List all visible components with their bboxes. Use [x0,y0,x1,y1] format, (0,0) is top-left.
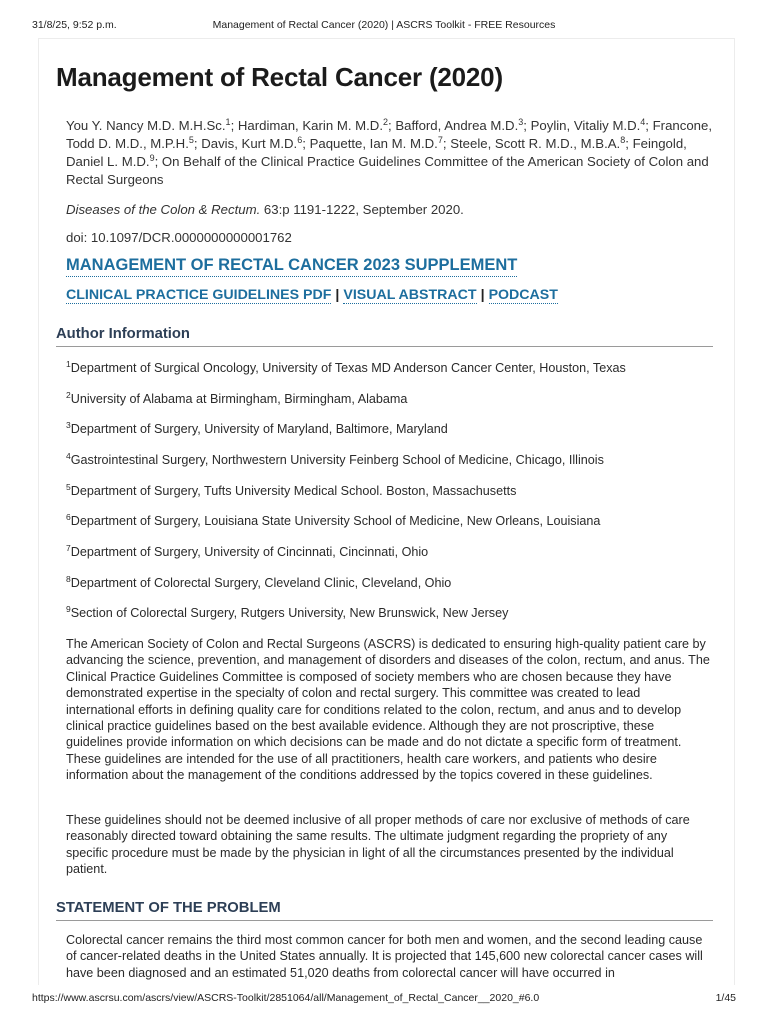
affiliation-text: Section of Colorectal Surgery, Rutgers University, New Brunswick, New Jersey [70,606,509,620]
affiliation-number: 8 [66,574,71,584]
affiliation-item [66,484,516,498]
author-affiliation-number: 1 [225,117,231,127]
author-name: Steele, Scott R. M.D., M.B.A. [450,136,621,151]
author-name: Paquette, Ian M. M.D. [309,136,438,151]
affiliation-item [66,606,508,620]
disclaimer-paragraph: These guidelines should not be deemed inclusive of all proper methods of care nor exclusive of methods of care reasonably directed toward obtaining the same results. The ultimate judgment regarding the propriety of any specific procedure must be made by the physician in light of all the circumstances presented by the individual patient. [66,813,690,877]
author-affiliation-number: 4 [640,117,646,127]
journal-citation [66,202,464,217]
doi: doi: 10.1097/DCR.0000000000001762 [66,230,292,245]
affiliation-item [66,514,600,528]
author-affiliation-number: 8 [620,135,626,145]
author-name: Davis, Kurt M.D. [201,136,298,151]
author-name: Poylin, Vitaliy M.D. [530,118,641,133]
affiliation-number: 6 [66,512,71,522]
guidelines-pdf-link[interactable]: CLINICAL PRACTICE GUIDELINES PDF [66,287,332,303]
affiliation-text: Department of Surgery, University of Cincinnati, Cincinnati, Ohio [70,545,429,559]
print-page-number: 1/45 [715,992,736,1004]
affiliation-item [66,422,448,436]
print-datetime: 31/8/25, 9:52 p.m. [32,19,117,31]
author-affiliation-number: 9 [149,153,155,163]
print-footer [32,992,736,1006]
affiliation-number: 4 [66,451,71,461]
author-affiliation-number: 5 [188,135,194,145]
author-name: Hardiman, Karin M. M.D. [237,118,383,133]
author-affiliation-number: 6 [297,135,303,145]
podcast-link[interactable]: PODCAST [488,287,558,303]
authors-group-note: On Behalf of the Clinical Practice Guidelines Committee of the American Society of Colon and Rectal Surgeons [66,154,709,187]
author-name: Bafford, Andrea M.D. [395,118,519,133]
affiliation-number: 2 [66,390,71,400]
print-page-title: Management of Rectal Cancer (2020) | ASCRS Toolkit - FREE Resources [212,19,556,31]
affiliation-item [66,545,428,559]
statement-paragraph: Colorectal cancer remains the third most common cancer for both men and women, and the second leading cause of cancer-related deaths in the United States annually. It is projected that 145,600 new colorectal cancer cases will have been diagnosed and an estimated 51,020 deaths from colorectal cancer will have occurred in [66,933,703,980]
affiliation-text: Department of Surgery, Louisiana State University School of Medicine, New Orleans, Louisiana [70,514,601,528]
journal-details: 63:p 1191-1222, September 2020. [260,202,464,217]
affiliation-number: 5 [66,482,71,492]
author-list: You Y. Nancy M.D. M.H.Sc.$^1$; Hardiman, Karin M. M.D.$^2$; Bafford, Andrea M.D.$^3$; Poylin, Vitaliy M.D.$^4$; Francone, Todd D. M.D., M.P.H.$^5$; Davis, Kurt M.D.$^6$; Paquette, Ian M. M.D.$^7$; Steele, Scott R. M.D., M.B.A.$^8$; Feingold, Daniel L. M.D.$^9$; On Behalf of the Clinical Practice Guidelines Committee of the American Society of Colon and Rectal Surgeons [66,117,713,187]
author-name: Feingold, Daniel L. M.D. [66,136,687,169]
author-name: You Y. Nancy M.D. M.H.Sc. [66,118,226,133]
journal-name: Diseases of the Colon & Rectum. [66,202,261,217]
affiliation-text: Department of Colorectal Surgery, Cleveland Clinic, Cleveland, Ohio [70,576,452,590]
supplement-link[interactable]: MANAGEMENT OF RECTAL CANCER 2023 SUPPLEMENT [66,256,517,277]
author-affiliation-number: 3 [518,117,524,127]
link-separator: | [480,287,485,303]
visual-abstract-link[interactable]: VISUAL ABSTRACT [343,287,477,303]
resource-links [66,287,558,303]
affiliation-number: 9 [66,604,71,614]
author-affiliation-number: 7 [437,135,443,145]
affiliation-text: Department of Surgical Oncology, University of Texas MD Anderson Cancer Center, Houston, Texas [70,361,626,375]
statement-heading: STATEMENT OF THE PROBLEM [56,900,713,921]
author-information-heading: Author Information [56,326,713,347]
print-url: https://www.ascrsu.com/ascrs/view/ASCRS-Toolkit/2851064/all/Management_of_Rectal_Cancer__2020_#6.0 [32,992,540,1004]
affiliation-item [66,576,451,590]
article-title: Management of Rectal Cancer (2020) [56,62,503,92]
affiliation-number: 3 [66,420,71,430]
affiliation-item [66,392,407,406]
affiliation-number: 1 [66,359,71,369]
affiliation-item [66,361,626,375]
author-name: Francone, Todd D. M.D., M.P.H. [66,118,713,151]
affiliation-text: Department of Surgery, University of Maryland, Baltimore, Maryland [70,422,448,436]
link-separator: | [335,287,340,303]
affiliation-text: Gastrointestinal Surgery, Northwestern University Feinberg School of Medicine, Chicago, Illinois [70,453,604,467]
ascrs-intro-paragraph: The American Society of Colon and Rectal Surgeons (ASCRS) is dedicated to ensuring high-quality patient care by advancing the science, prevention, and management of disorders and diseases of the colon, rectum, and anus. The Clinical Practice Guidelines Committee is composed of society members who are chosen because they have demonstrated expertise in the specialty of colon and rectal surgery. This committee was created to lead international efforts in defining quality care for conditions related to the colon, rectum, and anus and to develop clinical practice guidelines based on the best available evidence. Although they are not proscriptive, these guidelines provide information on which decisions can be made and do not dictate a specific form of treatment. These guidelines are intended for the use of all practitioners, health care workers, and patients who desire information about the management of the conditions addressed by the topics covered in these guidelines. [66,637,710,783]
print-header [32,19,736,33]
affiliation-text: Department of Surgery, Tufts University Medical School. Boston, Massachusetts [70,484,517,498]
affiliation-text: University of Alabama at Birmingham, Birmingham, Alabama [70,392,408,406]
affiliation-item [66,453,604,467]
affiliation-number: 7 [66,543,71,553]
author-affiliation-number: 2 [383,117,389,127]
